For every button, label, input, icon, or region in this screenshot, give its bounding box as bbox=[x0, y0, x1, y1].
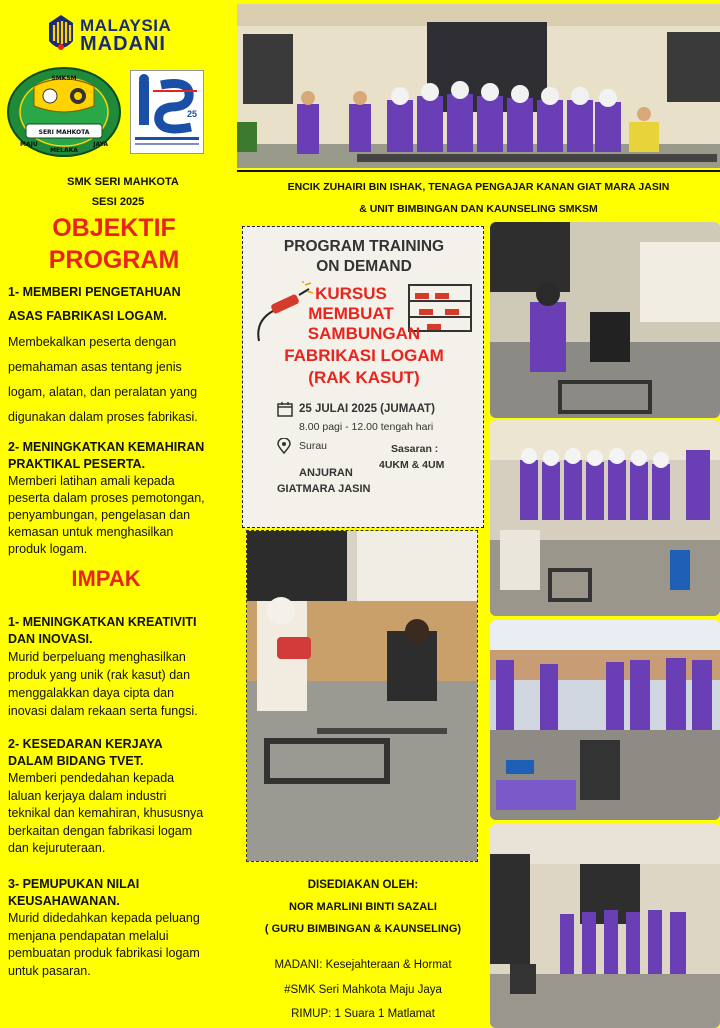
course-line1: KURSUS bbox=[315, 284, 387, 303]
impak-2-body-5: dan kejuruteraan. bbox=[8, 841, 106, 855]
crest-text-bottom: SERI MAHKOTA bbox=[38, 129, 90, 136]
objektif-2-body-1: Memberi latihan amali kepada bbox=[8, 474, 175, 488]
side-photo-2 bbox=[490, 420, 720, 616]
side-photo-3-graphic bbox=[490, 620, 720, 820]
prepared-by-name: NOR MARLINI BINTI SAZALI bbox=[289, 901, 437, 913]
organizer-line2: GIATMARA JASIN bbox=[277, 483, 371, 495]
caption-line2: & UNIT BIMBINGAN DAN KAUNSELING SMKSM bbox=[359, 203, 598, 215]
madani-line2: MADANI bbox=[80, 32, 166, 55]
impak-3-body-2: menjana pendapatan melalui bbox=[8, 928, 169, 943]
crest-text-left: MAJU bbox=[20, 141, 38, 148]
school-session: SESI 2025 bbox=[91, 196, 145, 208]
objektif-item-2 bbox=[8, 439, 236, 558]
sps-logo-graphic bbox=[131, 71, 203, 153]
course-line2: MEMBUAT bbox=[308, 304, 394, 323]
organizer-line1: ANJURAN bbox=[299, 467, 353, 479]
objektif-1-body-4: digunakan dalam proses fabrikasi. bbox=[8, 410, 198, 424]
impak-1-body-1: Murid berpeluang menghasilkan bbox=[8, 650, 186, 664]
prepared-by-role: ( GURU BIMBINGAN & KAUNSELING) bbox=[264, 923, 462, 935]
objektif-2-title1: 2- MENINGKATKAN KEMAHIRAN bbox=[8, 440, 205, 454]
impak-3-body-3: pembuatan produk fabrikasi logam bbox=[8, 946, 200, 960]
objektif-1-title1: 1- MEMBERI PENGETAHUAN bbox=[8, 285, 181, 299]
crest-text-base: MELAKA bbox=[50, 147, 78, 154]
impak-3-title1: 3- PEMUPUKAN NILAI bbox=[8, 877, 140, 891]
impak-1-body-4: inovasi dalam rekaan serta fungsi. bbox=[8, 704, 198, 718]
malaysia-madani-logo bbox=[46, 10, 191, 60]
prepared-by-label: DISEDIAKAN OLEH: bbox=[307, 879, 419, 891]
side-photo-3 bbox=[490, 620, 720, 820]
left-column bbox=[0, 0, 236, 1028]
objektif-1-title2: ASAS FABRIKASI LOGAM. bbox=[8, 309, 168, 323]
objektif-1-body-2: pemahaman asas tentang jenis bbox=[8, 360, 182, 374]
program-date: 25 JULAI 2025 (JUMAAT) bbox=[299, 403, 435, 415]
objektif-2-body-3: penyambungan, pengelasan dan bbox=[8, 508, 191, 522]
impak-2-body-3: teknikal dan kemahiran, khususnya bbox=[8, 806, 204, 820]
motto-hashtag: #SMK Seri Mahkota Maju Jaya bbox=[284, 984, 442, 996]
photo-caption bbox=[237, 170, 720, 220]
program-title-line2: ON DEMAND bbox=[316, 258, 412, 275]
objektif-heading-line1: OBJEKTIF bbox=[52, 214, 176, 242]
target-value: 4UKM & 4UM bbox=[379, 459, 445, 471]
course-line5: (RAK KASUT) bbox=[308, 368, 420, 387]
side-photo-4 bbox=[490, 824, 720, 1028]
school-header bbox=[0, 172, 236, 212]
impak-3-body-1: Murid didedahkan kepada peluang bbox=[8, 911, 200, 925]
madani-emblem-icon bbox=[46, 11, 76, 59]
sps-25-logo bbox=[130, 70, 204, 154]
impak-2-body-4: berkaitan dengan fabrikasi logam bbox=[8, 823, 193, 838]
impak-3-body-4: untuk pasaran. bbox=[8, 963, 91, 978]
program-time: 8.00 pagi - 12.00 tengah hari bbox=[299, 421, 434, 433]
school-name: SMK SERI MAHKOTA bbox=[67, 176, 179, 188]
impak-2-title2: DALAM BIDANG TVET. bbox=[8, 754, 144, 768]
side-photo-1 bbox=[490, 222, 720, 418]
impak-item-3 bbox=[8, 876, 236, 980]
motto-rimup: RIMUP: 1 Suara 1 Matlamat bbox=[291, 1008, 435, 1020]
objektif-2-title2: PRAKTIKAL PESERTA. bbox=[8, 457, 146, 471]
program-info-card bbox=[242, 226, 484, 528]
caption-line1: ENCIK ZUHAIRI BIN ISHAK, TENAGA PENGAJAR KANAN GIAT MARA JASIN bbox=[287, 181, 670, 193]
welding-demo-photo bbox=[246, 530, 478, 862]
course-line3: SAMBUNGAN bbox=[307, 324, 421, 343]
impak-1-title2: DAN INOVASI. bbox=[8, 632, 93, 646]
side-photo-2-graphic bbox=[490, 420, 720, 616]
program-venue: Surau bbox=[299, 440, 328, 452]
target-label: Sasaran : bbox=[391, 443, 439, 455]
objektif-item-1 bbox=[8, 280, 236, 430]
location-pin-icon bbox=[277, 438, 291, 454]
objektif-1-body-3: logam, alatan, dan peralatan yang bbox=[8, 385, 198, 399]
impak-1-body-2: produk yang unik (rak kasut) dan bbox=[8, 668, 191, 682]
impak-1-title1: 1- MENINGKATKAN KREATIVITI bbox=[8, 615, 197, 629]
objektif-2-body-4: kemasan untuk menghasilkan bbox=[8, 525, 174, 539]
objektif-heading-line2: PROGRAM bbox=[48, 246, 180, 274]
impak-2-body-1: Memberi pendedahan kepada bbox=[8, 771, 175, 785]
side-photo-1-graphic bbox=[490, 222, 720, 418]
crest-text-right: JAYA bbox=[93, 141, 108, 148]
impak-heading: IMPAK bbox=[71, 566, 141, 591]
objektif-2-body-2: peserta dalam proses pemotongan, bbox=[8, 491, 205, 505]
sps-badge-number: 25 bbox=[187, 109, 198, 119]
impak-item-1 bbox=[8, 614, 236, 720]
madani-line1: MALAYSIA bbox=[80, 15, 172, 35]
calendar-icon bbox=[277, 401, 293, 417]
objektif-heading bbox=[0, 212, 232, 276]
impak-3-title2: KEUSAHAWANAN. bbox=[8, 894, 120, 908]
course-line4: FABRIKASI LOGAM bbox=[284, 346, 444, 365]
program-title bbox=[243, 237, 485, 277]
credits-block bbox=[242, 862, 484, 1028]
objektif-1-body-1: Membekalkan peserta dengan bbox=[8, 335, 177, 349]
impak-1-body-3: menggalakkan daya cipta dan bbox=[8, 686, 175, 700]
group-photo-graphic bbox=[237, 4, 720, 168]
group-photo bbox=[237, 4, 720, 168]
side-photo-4-graphic bbox=[490, 824, 720, 1028]
impak-2-title1: 2- KESEDARAN KERJAYA bbox=[8, 737, 163, 751]
impak-2-body-2: laluan kerjaya dalam industri bbox=[8, 788, 167, 803]
motto-madani: MADANI: Kesejahteraan & Hormat bbox=[274, 959, 452, 971]
impak-item-2 bbox=[8, 736, 236, 858]
objektif-2-body-5: produk logam. bbox=[8, 542, 88, 556]
crest-text-top: SMKSM bbox=[51, 75, 77, 82]
school-crest-logo bbox=[6, 66, 122, 158]
welding-demo-graphic bbox=[247, 531, 477, 861]
program-title-line1: PROGRAM TRAINING bbox=[283, 238, 445, 255]
